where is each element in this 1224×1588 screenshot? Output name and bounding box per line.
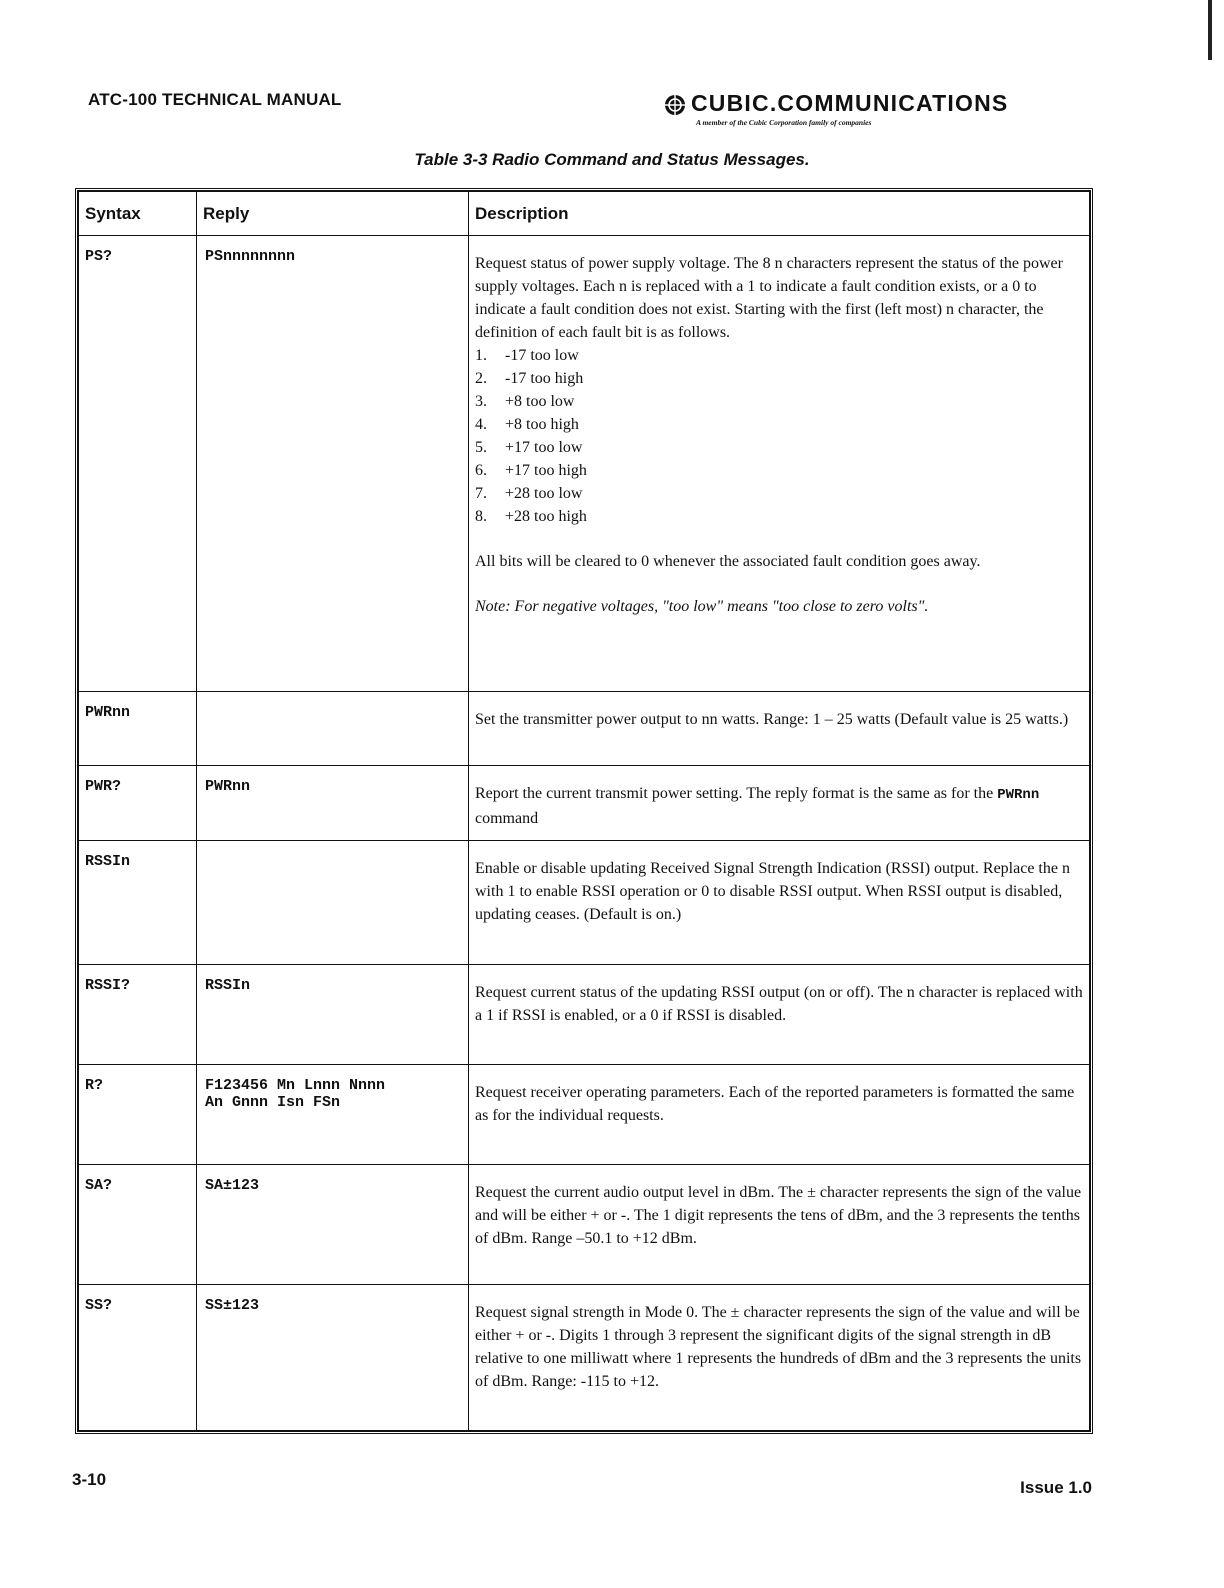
description-text: Request status of power supply voltage. The 8 n characters represent the status of the power supply voltages. Each n is replaced with a 1 to indicate a fault condition exists, or a 0 to indicate a fault condition does not exist. Starting with the first (left most) n character, the definition of each fault bit is as follows. <box>475 255 1063 341</box>
reply-cell: PSnnnnnnnn <box>197 236 469 692</box>
syntax-cell: R? <box>79 1065 197 1165</box>
table-header-row <box>79 192 1090 236</box>
clear-bits-text: All bits will be cleared to 0 whenever the associated fault condition goes away. <box>475 553 981 570</box>
reply-line: F123456 Mn Lnnn Nnnn <box>205 1077 386 1094</box>
description-cell <box>469 236 1090 692</box>
fault-bit-list <box>475 344 1085 528</box>
command-table <box>75 188 1093 1434</box>
syntax-cell: RSSI? <box>79 965 197 1065</box>
header-reply: Reply <box>197 192 469 236</box>
description-cell: Request current status of the updating RSSI output (on or off). The n character is replaced with a 1 if RSSI is enabled, or a 0 if RSSI is disabled. <box>469 965 1090 1065</box>
description-cell: Request receiver operating parameters. Each of the reported parameters is formatted the same as for the individual requests. <box>469 1065 1090 1165</box>
syntax-cell: SS? <box>79 1285 197 1431</box>
scan-artifact <box>1208 0 1212 60</box>
note-text: Note: For negative voltages, "too low" means "too close to zero volts". <box>475 598 929 615</box>
table-row <box>79 692 1090 766</box>
list-item: 5. +17 too low <box>475 439 583 456</box>
list-item: 7. +28 too low <box>475 485 583 502</box>
syntax-cell: PS? <box>79 236 197 692</box>
description-cell: Report the current transmit power setting. The reply format is the same as for the PWRnn command <box>469 766 1090 841</box>
issue-label: Issue 1.0 <box>1020 1478 1092 1497</box>
syntax-cell: SA? <box>79 1165 197 1285</box>
table-row <box>79 965 1090 1065</box>
reply-cell: SS±123 <box>197 1285 469 1431</box>
list-item: 4. +8 too high <box>475 416 579 433</box>
reply-cell: PWRnn <box>197 766 469 841</box>
page-number: 3-10 <box>72 1470 107 1489</box>
list-item: 8. +28 too high <box>475 508 587 525</box>
syntax-cell: RSSIn <box>79 841 197 965</box>
list-item: 6. +17 too high <box>475 462 587 479</box>
description-cell: Request the current audio output level in dBm. The ± character represents the sign of the value and will be either + or -. The 1 digit represents the tens of dBm, and the 3 represents the tenths of dBm. Range –50.1 to +12 dBm. <box>469 1165 1090 1285</box>
description-cell: Set the transmitter power output to nn watts. Range: 1 – 25 watts (Default value is 25 watts.) <box>469 692 1090 766</box>
table-row <box>79 1285 1090 1431</box>
header-syntax: Syntax <box>79 192 197 236</box>
list-item: 1. -17 too low <box>475 347 579 364</box>
description-cell: Enable or disable updating Received Signal Strength Indication (RSSI) output. Replace the n with 1 to enable RSSI operation or 0 to disable RSSI output. When RSSI output is disabled, updating ceases. (Default is on.) <box>469 841 1090 965</box>
reply-cell: SA±123 <box>197 1165 469 1285</box>
table-row <box>79 841 1090 965</box>
header-description: Description <box>469 192 1090 236</box>
syntax-cell: PWR? <box>79 766 197 841</box>
reply-cell <box>197 841 469 965</box>
table-caption: Table 3-3 Radio Command and Status Messages. <box>414 150 810 169</box>
list-item: 2. -17 too high <box>475 370 584 387</box>
logo-tagline: A member of the Cubic Corporation family of companies <box>696 118 872 127</box>
globe-icon <box>664 94 686 116</box>
company-logo <box>664 90 1104 138</box>
description-cell: Request signal strength in Mode 0. The ± character represents the sign of the value and will be either + or -. Digits 1 through 3 represent the significant digits of the signal strength in dB relative to one milliwatt where 1 represents the hundreds of dBm and the 3 represents the units of dBm. Range: -115 to +12. <box>469 1285 1090 1431</box>
table-row <box>79 1065 1090 1165</box>
list-item: 3. +8 too low <box>475 393 575 410</box>
reply-cell: RSSIn <box>197 965 469 1065</box>
logo-wordmark: CUBIC.COMMUNICATIONS <box>691 90 1009 116</box>
inline-command: PWRnn <box>997 787 1040 803</box>
table-row <box>79 766 1090 841</box>
reply-cell <box>197 1065 469 1165</box>
reply-cell <box>197 692 469 766</box>
table-row <box>79 236 1090 692</box>
table-row <box>79 1165 1090 1285</box>
reply-line: An Gnnn Isn FSn <box>205 1094 341 1111</box>
syntax-cell: PWRnn <box>79 692 197 766</box>
manual-title: ATC-100 TECHNICAL MANUAL <box>88 90 342 109</box>
